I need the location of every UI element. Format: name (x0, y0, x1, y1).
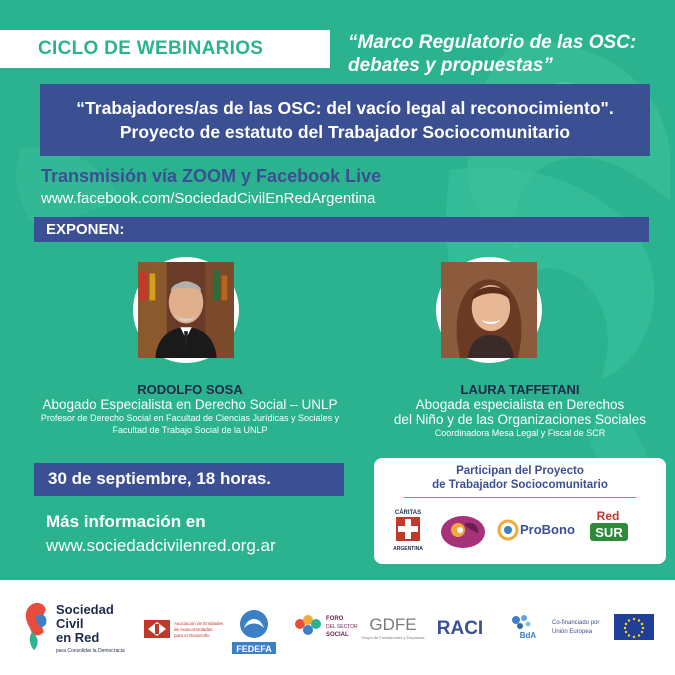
series-title (348, 31, 668, 77)
cycle-tag (0, 30, 330, 68)
red-sur-logo (586, 506, 632, 554)
facebook-url[interactable]: www.facebook.com/SociedadCivilEnRedArgentina (41, 190, 376, 207)
website-link[interactable]: www.sociedadcivilenred.org.ar (46, 536, 276, 555)
foro-logo-line3: SOCIAL (326, 632, 349, 638)
cycle-label: CICLO DE WEBINARIOS (38, 38, 264, 59)
speaker-detail-line1: Profesor de Derecho Social en Facultad de Ciencias Jurídicas y Sociales y (40, 413, 340, 423)
webinar-title-banner (40, 84, 650, 156)
gdfe-logo-text: GDFE (369, 615, 417, 634)
probono-logo-text: ProBono (520, 522, 575, 537)
scr-logo-line1: Sociedad (56, 602, 114, 617)
speaker-role-line2: del Niño y de las Organizaciones Sociales (393, 412, 647, 427)
fedefa-logo (228, 606, 280, 656)
foro-sector-social-logo (292, 610, 356, 642)
portrait-man-icon (138, 262, 234, 358)
gdfe-logo-tagline: Grupo de Fundaciones y Empresas (361, 635, 425, 640)
speakers-header: EXPONEN: (46, 221, 125, 238)
participants-title-line1: Participan del Proyecto (456, 465, 584, 477)
foro-logo-line1: FORO (326, 616, 344, 622)
participants-title (374, 464, 666, 492)
webinar-title-line2: Proyecto de estatuto del Trabajador Sociocomunitario (119, 122, 571, 142)
event-date: 30 de septiembre, 18 horas. (48, 469, 271, 488)
scr-logo-line3: en Red (56, 630, 100, 645)
participants-divider (404, 497, 636, 498)
bda-logo (506, 610, 540, 644)
eu-logo-line2: Unión Europea (552, 629, 593, 635)
scr-logo-line2: Civil (56, 616, 84, 631)
raci-logo-text: RACI (436, 618, 484, 639)
speakers-header-bar (34, 217, 649, 242)
speaker-rodolfo (20, 382, 360, 436)
portrait-woman-icon (441, 262, 537, 358)
efad-logo-line3: para el Desarrollo (174, 633, 210, 638)
event-date-box (34, 463, 344, 496)
efad-logo (142, 616, 226, 642)
jovenes-logo (438, 506, 488, 554)
caritas-logo-bottom-text: ARGENTINA (393, 546, 423, 552)
caritas-logo-top-text: CÁRITAS (394, 510, 422, 516)
series-title-line1: “Marco Regulatorio de las OSC: (348, 32, 637, 53)
eu-logo-line1: Co-financiado por (552, 620, 600, 626)
speaker-role-line1: Abogada especialista en Derechos (415, 397, 625, 412)
sociedad-civil-en-red-logo (22, 596, 130, 658)
series-title-line2: debates y propuestas” (348, 55, 553, 76)
more-info-label: Más información en (46, 512, 206, 531)
red-sur-logo-top-text: Red (596, 509, 620, 523)
speaker-name: RODOLFO SOSA (137, 382, 243, 397)
speaker-name: LAURA TAFFETANI (460, 382, 580, 397)
speaker-detail: Coordinadora Mesa Legal y Fiscal de SCR (434, 428, 606, 438)
broadcast-title: Transmisión vía ZOOM y Facebook Live (41, 166, 382, 186)
footer-logos (0, 580, 675, 675)
caritas-logo (390, 506, 426, 554)
foro-logo-line2: DEL SECTOR (326, 624, 358, 630)
bda-logo-text: BdA (519, 631, 537, 640)
raci-logo (432, 614, 488, 640)
participants-title-line2: de Trabajador Sociocomunitario (432, 479, 608, 491)
speaker-detail-line2: Facultad de Trabajo Social de la UNLP (112, 425, 268, 435)
speaker-laura (370, 382, 670, 439)
eu-cofinance-logo (550, 612, 658, 642)
scr-logo-tagline: para Consolidar la Democracia (56, 648, 125, 654)
speaker-photo-rodolfo (133, 257, 239, 363)
efad-logo-line1: Asociación de Entidades (174, 621, 224, 626)
probono-logo (496, 506, 574, 554)
red-sur-logo-bottom-text: SUR (595, 525, 623, 540)
efad-logo-line2: de Autocontroladas (174, 627, 213, 632)
webinar-title-line1: “Trabajadores/as de las OSC: del vacío legal al reconocimiento". (76, 98, 614, 118)
participants-box (374, 458, 666, 564)
gdfe-logo (361, 612, 425, 642)
speaker-role: Abogado Especialista en Derecho Social – UNLP (42, 397, 338, 412)
fedefa-logo-text: FEDEFA (236, 644, 272, 654)
speaker-photo-laura (436, 257, 542, 363)
